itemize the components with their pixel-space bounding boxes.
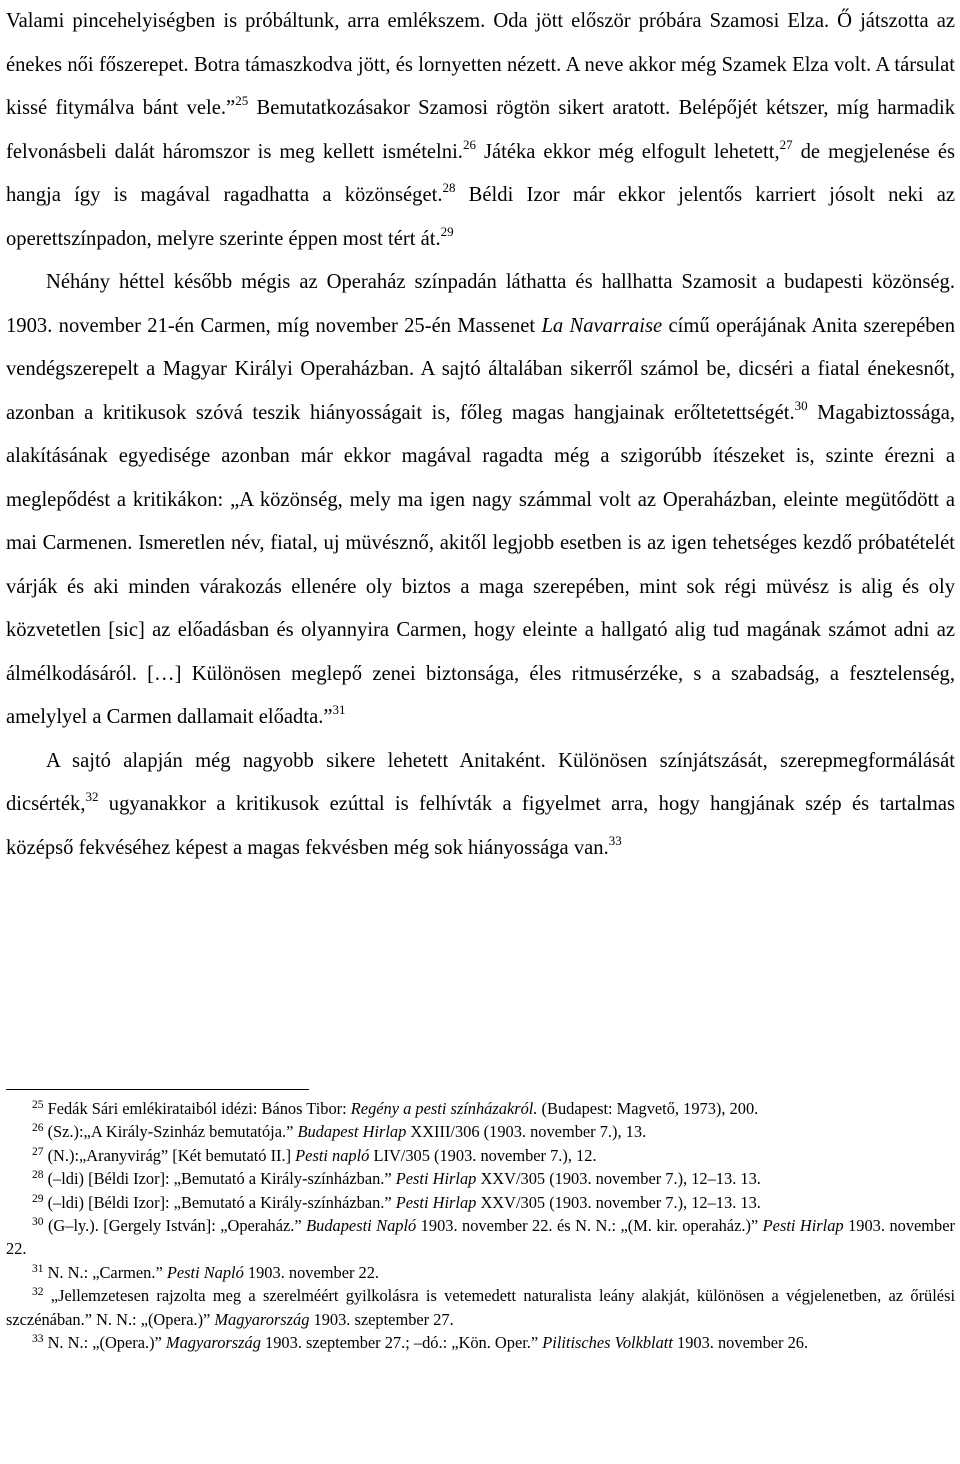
text-run: (G–ly.). [Gergely István]: „Operaház.” — [43, 1216, 307, 1236]
text-run: „Jellemzetesen rajzolta meg a szerelméért gyilkolásra is vetemedett naturalista leány alakját, különösen a végjelenetben, az őrülési szczénában.” N. N.: „(Opera.)” — [6, 1286, 955, 1329]
text-run: 1903. szeptember 27. — [309, 1309, 454, 1329]
footnote-ref: 30 — [794, 397, 808, 413]
italic-title: Budapest Hirlap — [297, 1122, 407, 1142]
footnote-number: 28 — [32, 1169, 44, 1182]
footnote-26 — [6, 1120, 955, 1143]
text-run: 1903. szeptember 27.; –dó.: „Kön. Oper.” — [260, 1333, 543, 1353]
text-run: (–ldi) [Béldi Izor]: „Bemutató a Király-színházban.” — [43, 1169, 396, 1189]
text-run: A sajtó alapján még nagyobb sikere lehetett Anitaként. Különösen színjátszását, szerepmegformálását dicsérték, — [6, 749, 955, 815]
text-run: 1903. november 22. — [6, 1216, 955, 1259]
footnotes — [6, 1097, 955, 1354]
footnote-ref: 31 — [332, 702, 346, 717]
text-run: című operájának Anita szerepében vendégszerepelt a Magyar Királyi Operaházban. A sajtó általában sikerről számol be, dicséri a fiatal énekesnőt, azonban a kritikusok szóvá teszik hiányosságait is, főleg magas hangjainak erőltetettségét. — [6, 314, 955, 424]
text-run: N. N.: „Carmen.” — [43, 1262, 167, 1282]
italic-title: Magyarország — [165, 1333, 261, 1353]
document-page — [6, 0, 956, 1353]
footnote-ref: 32 — [85, 789, 99, 804]
footnote-number: 25 — [32, 1099, 44, 1111]
footnote-number: 31 — [32, 1262, 44, 1275]
text-run: (Sz.):„A Király-Szinház bemutatója.” — [43, 1122, 298, 1142]
footnote-29 — [6, 1191, 955, 1214]
footnote-ref: 25 — [235, 93, 249, 108]
italic-title: Pesti Hirlap — [762, 1216, 844, 1236]
paragraph-1 — [6, 0, 955, 261]
text-run: ugyanakkor a kritikusok ezúttal is felhívták a figyelmet arra, hogy hangjának szép és tartalmas középső fekvéséhez képest a magas fekvésben még sok hiányossága van. — [6, 793, 955, 859]
text-run: (N.):„Aranyvirág” [Két bemutató II.] — [43, 1145, 296, 1165]
text-run: Magabiztossága, alakításának egyedisége azonban már ekkor magával ragadta még a szigorúbb ítészeket is, szinte érezni a meglepődést a kritikákon: „A közönség, mely ma igen nagy számmal volt az Operaházban, eleinte megütődött a mai Carmenen. Ismeretlen név, fiatal, uj müvésznő, akitől legjobb esetben is az igen tehetséges kezdő próbatételét várják és aki minden várakozás ellenére oly biztos a maga szerepében, mint sok régi müvész is alig és oly közvetetlen [sic] az előadásban és olyannyira Carmen, hogy eleinte a hallgató alig tud magának számot adni az álmélkodásáról. […] Különösen meglepő zenei biztonsága, éles ritmusérzéke, s a szabadság, a fesztelenség, amelylyel a Carmen dallamait előadta.” — [6, 401, 955, 728]
italic-title: Pesti napló — [295, 1145, 370, 1165]
footnote-number: 27 — [32, 1145, 44, 1158]
footnote-separator — [6, 1089, 309, 1090]
text-run: Fedák Sári emlékirataiból idézi: Bános Tibor: — [43, 1099, 351, 1118]
footnote-30 — [6, 1214, 955, 1261]
paragraph-2 — [6, 261, 955, 740]
footnote-number: 26 — [32, 1122, 44, 1135]
text-run: Játéka ekkor még elfogult lehetett, — [475, 140, 780, 163]
italic-title: Pesti Hirlap — [395, 1192, 477, 1212]
footnote-number: 33 — [32, 1333, 44, 1346]
footnote-33 — [6, 1331, 955, 1354]
italic-title: Pesti Napló — [166, 1262, 244, 1282]
footnote-ref: 27 — [779, 136, 793, 152]
footnote-ref: 28 — [442, 180, 456, 195]
footnote-25 — [6, 1097, 955, 1120]
main-text — [6, 0, 955, 870]
footnote-number: 30 — [32, 1216, 44, 1229]
footnote-ref: 33 — [608, 832, 622, 848]
text-run: (–ldi) [Béldi Izor]: „Bemutató a Király-színházban.” — [43, 1192, 396, 1212]
text-run: 1903. november 22. és N. N.: „(M. kir. operaház.)” — [416, 1216, 763, 1236]
text-run: N. N.: „(Opera.)” — [43, 1333, 166, 1353]
italic-title: Budapesti Napló — [306, 1216, 417, 1236]
text-run: Bemutatkozásakor Szamosi rögtön sikert aratott. Belépőjét kétszer, míg harmadik felvonásbeli dalát háromszor is meg kellett ismételni. — [6, 97, 956, 163]
italic-title: Magyarország — [214, 1309, 310, 1329]
text-run: Valami pincehelyiségben is próbáltunk, arra emlékszem. Oda jött először próbára Szamosi Elza. Ő játszotta az énekes női főszerepet. Botra támaszkodva jött, és lornyetten nézett. A neve akkor még Szamek Elza volt. A társulat kissé fitymálva bánt vele.” — [6, 10, 955, 119]
footnote-ref: 26 — [462, 136, 476, 152]
italic-title: Regény a pesti színházakról. — [350, 1099, 538, 1118]
footnote-number: 32 — [32, 1286, 44, 1299]
text-run: LIV/305 (1903. november 7.), 12. — [369, 1145, 597, 1165]
footnote-31 — [6, 1261, 955, 1284]
text-run: 1903. november 22. — [243, 1262, 380, 1282]
text-run: 1903. november 26. — [672, 1333, 809, 1353]
footnote-32 — [6, 1284, 955, 1331]
footnote-27 — [6, 1144, 955, 1167]
text-run: (Budapest: Magvető, 1973), 200. — [537, 1099, 759, 1118]
text-run: XXV/305 (1903. november 7.), 12–13. 13. — [476, 1169, 761, 1189]
italic-title: Pilitisches Volkblatt — [542, 1333, 673, 1353]
text-run: XXIII/306 (1903. november 7.), 13. — [406, 1122, 647, 1142]
text-run: Béldi Izor már ekkor jelentős karriert jósolt neki az operettszínpadon, melyre szerinte éppen most tért át. — [6, 184, 955, 250]
italic-title: Pesti Hirlap — [395, 1169, 477, 1189]
footnote-number: 29 — [32, 1192, 44, 1205]
text-run: Néhány héttel később mégis az Operaház színpadán láthatta és hallhatta Szamosit a budapesti közönség. 1903. november 21-én Carmen, míg november 25-én Massenet — [6, 271, 955, 337]
text-run: de megjelenése és hangja így is magával ragadhatta a közönséget. — [6, 140, 956, 206]
paragraph-3 — [6, 740, 955, 871]
text-run: XXV/305 (1903. november 7.), 12–13. 13. — [476, 1192, 761, 1212]
italic-title: La Navarraise — [541, 314, 663, 337]
footnote-28 — [6, 1167, 955, 1190]
footnote-ref: 29 — [440, 223, 454, 239]
